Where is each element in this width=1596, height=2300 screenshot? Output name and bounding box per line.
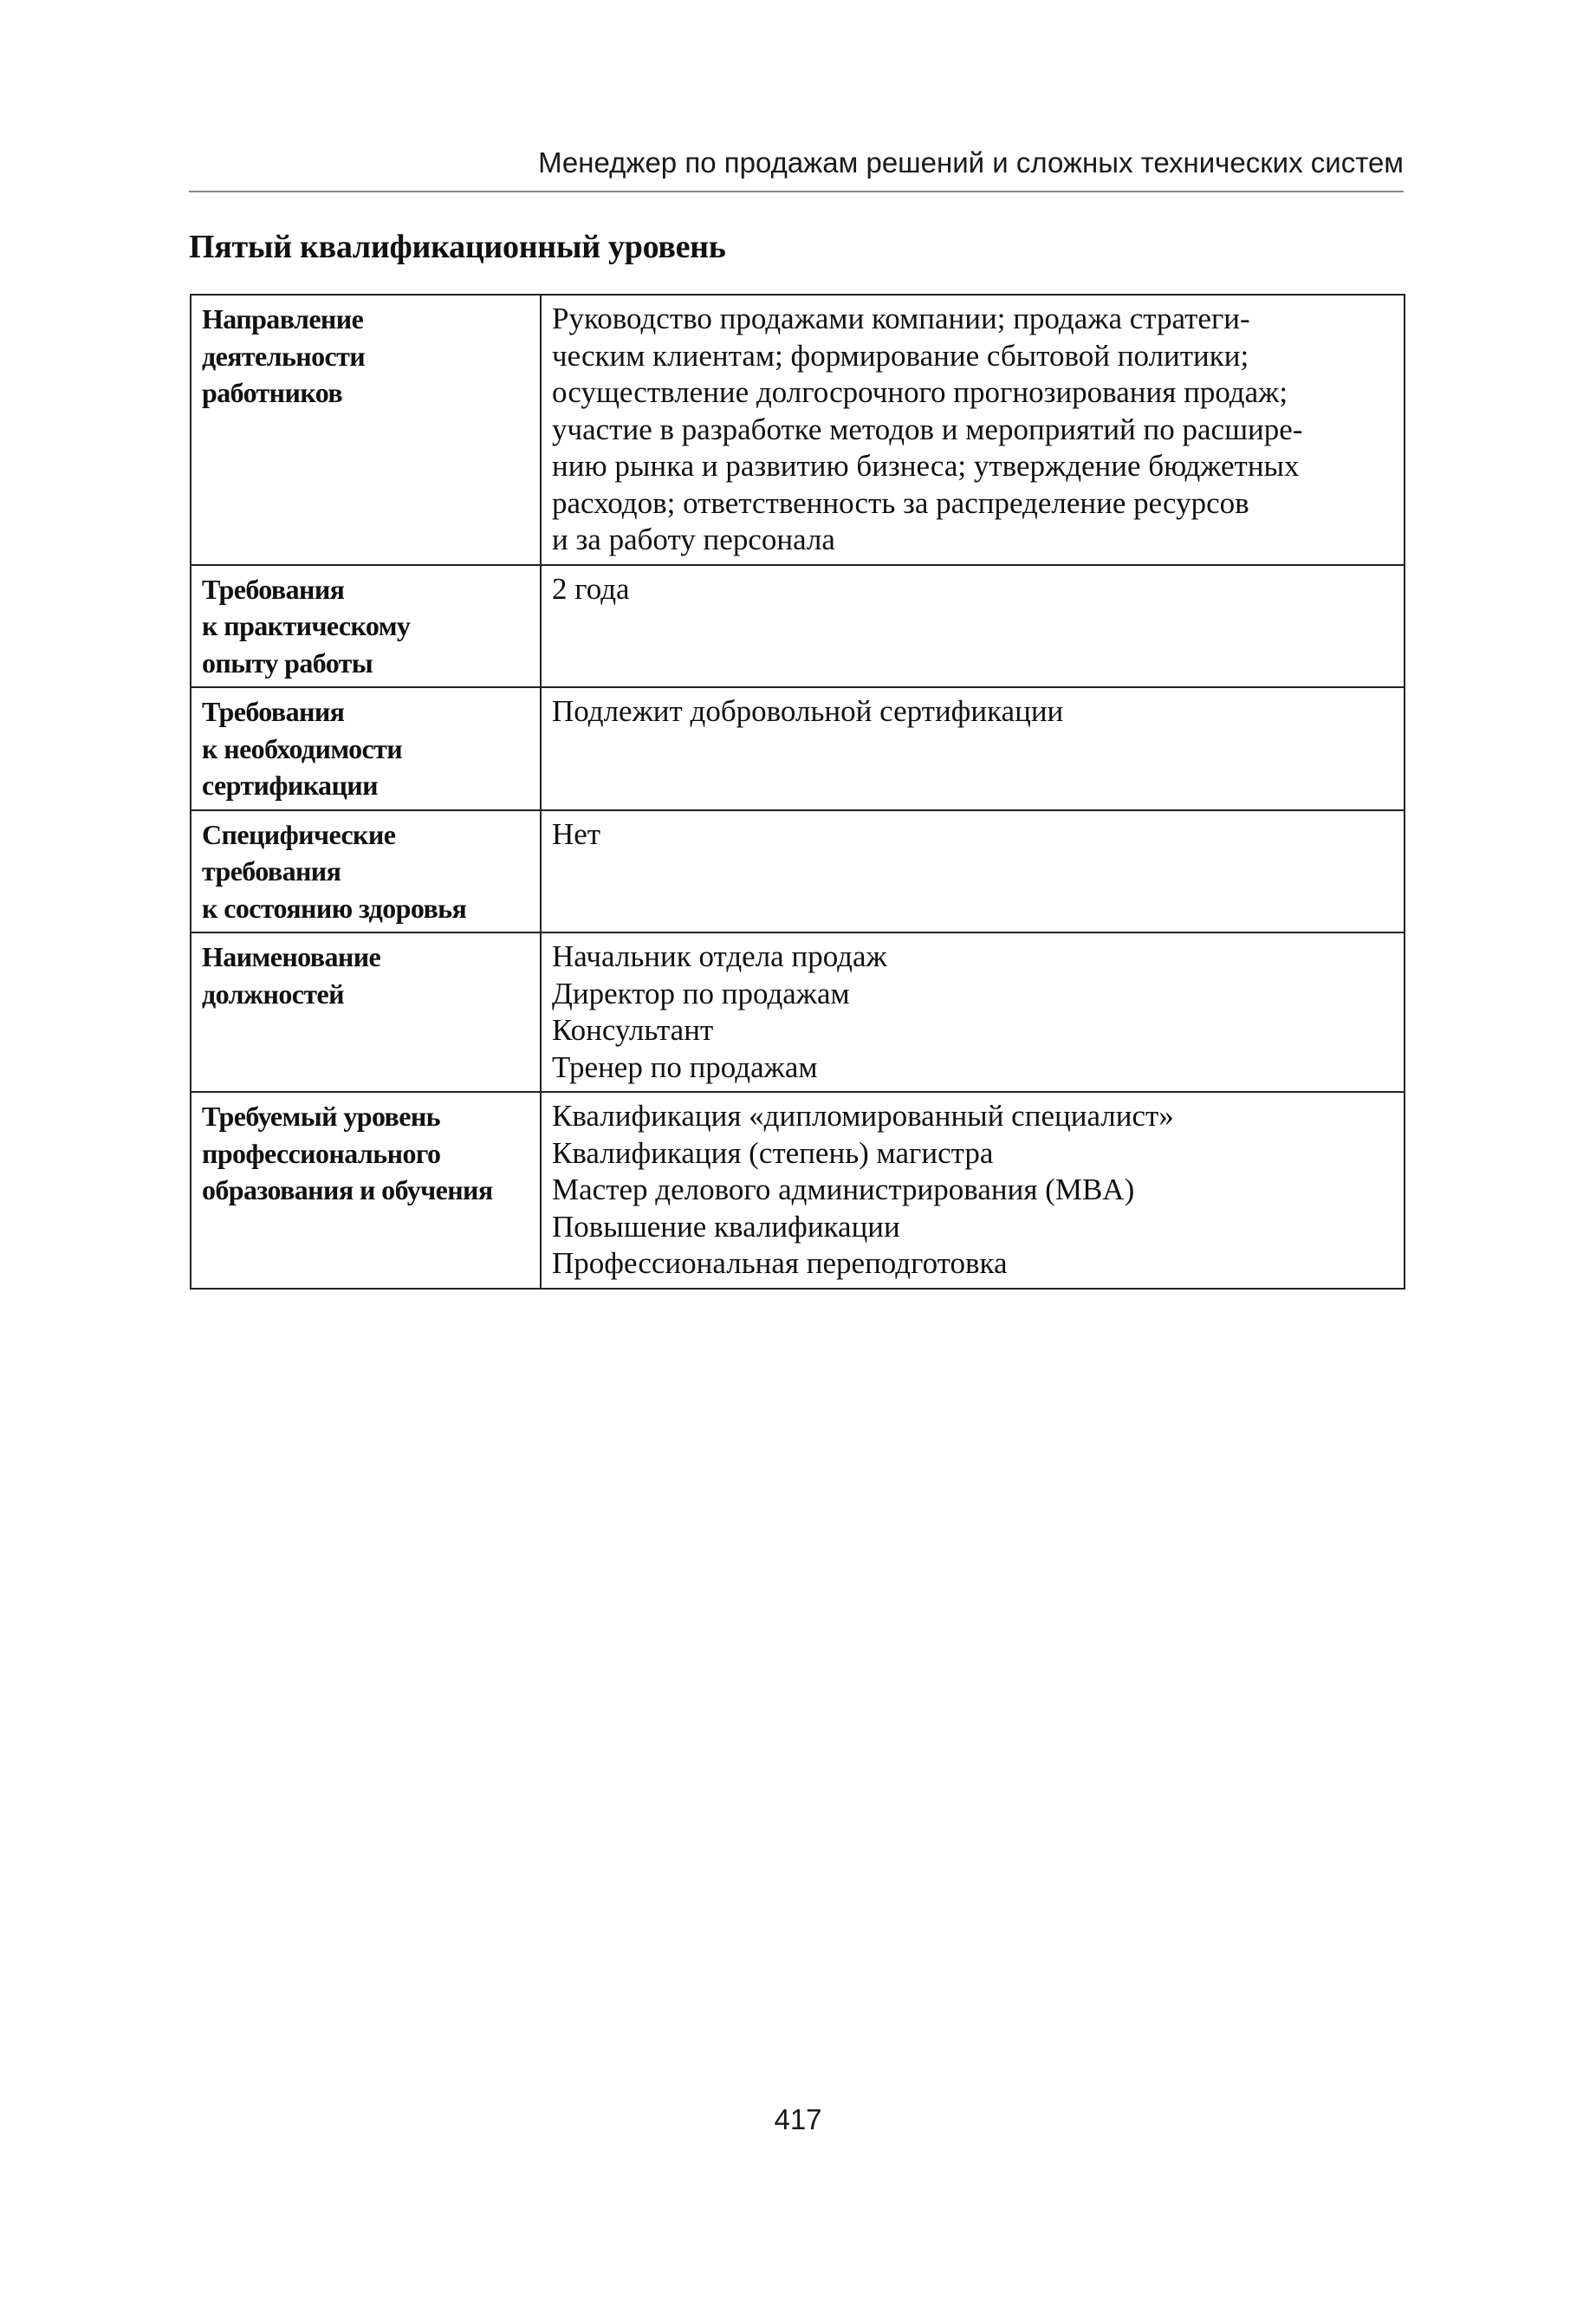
row-value-line: осуществление долгосрочного прогнозирования продаж; bbox=[552, 375, 1288, 409]
row-label-cell bbox=[191, 932, 541, 1092]
row-label-line: Направление bbox=[202, 303, 364, 335]
row-label-line: требования bbox=[202, 855, 341, 887]
row-label-cell bbox=[191, 565, 541, 688]
row-label-line: опыту работы bbox=[202, 646, 373, 679]
row-label-line: Требования bbox=[202, 573, 345, 605]
row-label-line: Специфические bbox=[202, 818, 396, 850]
row-label-cell bbox=[191, 295, 541, 565]
table-row bbox=[191, 565, 1405, 688]
row-value-line: Нет bbox=[552, 816, 601, 851]
table-row bbox=[191, 295, 1405, 565]
row-value-line: Квалификация (степень) магистра bbox=[552, 1135, 994, 1170]
row-label-line: к состоянию здоровья bbox=[202, 892, 467, 924]
table-row bbox=[191, 810, 1405, 933]
row-label-cell bbox=[191, 810, 541, 933]
running-header: Менеджер по продажам решений и сложных технических систем bbox=[189, 144, 1404, 192]
row-value-cell bbox=[541, 1092, 1405, 1289]
table-row bbox=[191, 1092, 1405, 1289]
row-label-line: Наименование bbox=[202, 941, 381, 972]
page-number: 417 bbox=[774, 2103, 822, 2135]
row-label-line: к необходимости bbox=[202, 732, 403, 764]
row-label-line: образования и обучения bbox=[202, 1174, 493, 1205]
row-value-line: Профессиональная переподготовка bbox=[552, 1246, 1008, 1280]
row-value-line: Руководство продажами компании; продажа стратеги- bbox=[552, 302, 1250, 335]
row-value-line: ческим клиентам; формирование сбытовой политики; bbox=[552, 338, 1249, 373]
row-value-line: Квалификация «дипломированный специалист» bbox=[552, 1099, 1174, 1133]
row-label-line: к практическому bbox=[202, 610, 411, 641]
row-value-line: Начальник отдела продаж bbox=[552, 939, 887, 973]
qualification-table-body bbox=[191, 295, 1405, 1289]
row-value-line: и за работу персонала bbox=[552, 523, 835, 556]
row-value-line: Директор по продажам bbox=[552, 976, 850, 1010]
row-label-line: деятельности bbox=[202, 340, 366, 372]
row-label-line: сертификации bbox=[202, 770, 378, 801]
row-label-line: должностей bbox=[202, 978, 344, 1010]
row-value-cell bbox=[541, 687, 1405, 810]
row-value-cell bbox=[541, 295, 1405, 565]
section-title: Пятый квалификационный уровень bbox=[189, 229, 726, 265]
row-value-line: Мастер делового администрирования (MBA) bbox=[552, 1173, 1135, 1206]
row-value-line: нию рынка и развитию бизнеса; утверждение бюджетных bbox=[552, 449, 1300, 483]
table-row bbox=[191, 932, 1405, 1092]
row-value-cell bbox=[541, 565, 1405, 688]
row-value-line: Консультант bbox=[552, 1013, 714, 1047]
row-value-cell bbox=[541, 932, 1405, 1092]
row-value-line: Повышение квалификации bbox=[552, 1209, 900, 1244]
row-value-cell bbox=[541, 810, 1405, 933]
qualification-table bbox=[190, 294, 1405, 1290]
row-label-line: работников bbox=[202, 377, 343, 408]
row-label-line: профессионального bbox=[202, 1137, 441, 1169]
row-value-line: 2 года bbox=[552, 571, 630, 606]
row-label-cell bbox=[191, 687, 541, 810]
row-label-line: Требуемый уровень bbox=[202, 1101, 440, 1132]
table-row bbox=[191, 687, 1405, 810]
row-value-line: расходов; ответственность за распределение ресурсов bbox=[552, 485, 1249, 520]
row-label-line: Требования bbox=[202, 696, 345, 727]
row-label-cell bbox=[191, 1092, 541, 1289]
row-value-line: участие в разработке методов и мероприятий по расшире- bbox=[552, 412, 1303, 446]
row-value-line: Тренер по продажам bbox=[552, 1049, 818, 1084]
row-value-line: Подлежит добровольной сертификации bbox=[552, 694, 1064, 728]
